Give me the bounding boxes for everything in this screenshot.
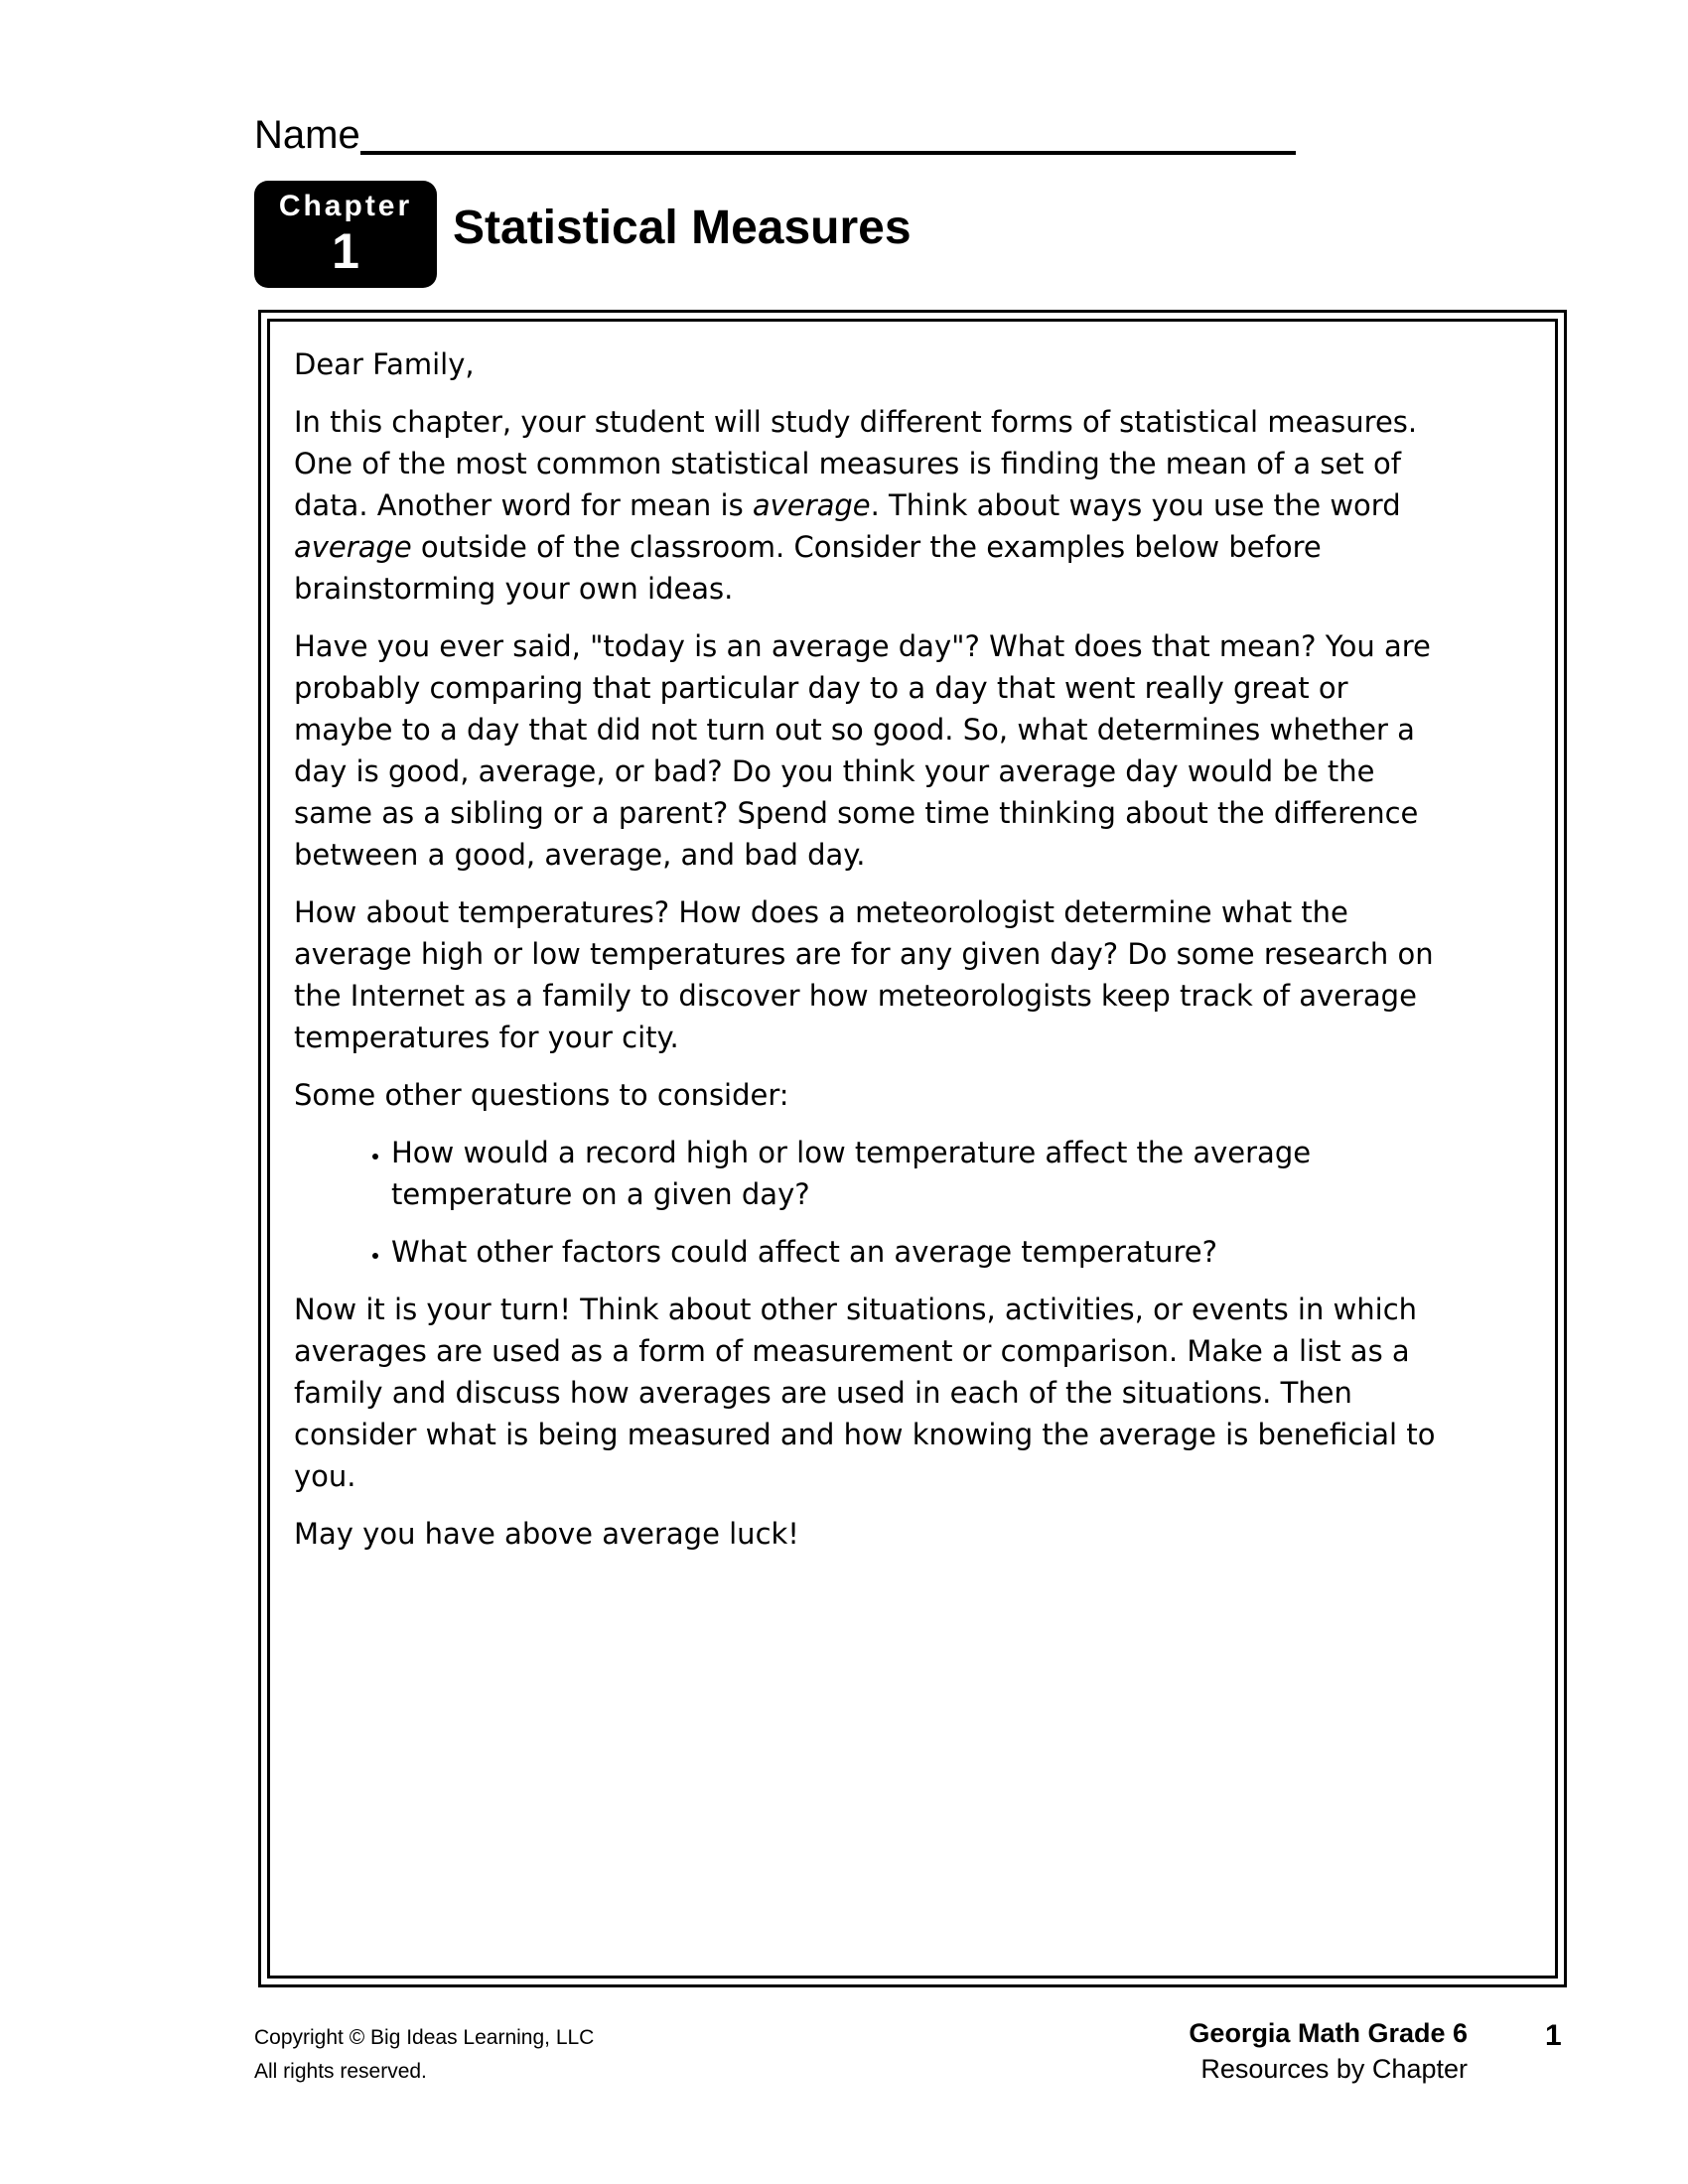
name-field: [254, 111, 1296, 159]
letter-greeting: Dear Family,: [294, 347, 475, 381]
letter-closing: May you have above average luck!: [294, 1517, 799, 1551]
book-info: [1189, 2015, 1468, 2087]
name-label: Name: [254, 113, 360, 157]
letter-paragraph-5: Now it is your turn! Think about other situations, activities, or events in which averages are used as a form of measurement or comparison. Make a list as a family and discuss how averages are used in each of the situations. Then consider what is being measured and how knowing the average is beneficial to you.: [294, 1293, 1436, 1493]
name-blank-line: [360, 151, 1296, 155]
book-subtitle: Resources by Chapter: [1200, 2054, 1468, 2084]
chapter-word: Chapter: [278, 190, 413, 222]
family-letter: [294, 343, 1456, 1570]
letter-paragraph-1: In this chapter, your student will study different forms of statistical measures. One of the most common statistical measures is finding the mean of a set of data. Another word for mean is average. Think about ways you use the word average outside of the classroom. Consider the examples below before brainstorming your own ideas.: [294, 405, 1418, 606]
questions-list: [294, 1132, 1456, 1273]
letter-paragraph-2: Have you ever said, "today is an average day"? What does that mean? You are probably comparing that particular day to a day that went really great or maybe to a day that did not turn out so good. So, what determines whether a day is good, average, or bad? Do you think your average day would be the same as a sibling or a parent? Spend some time thinking about the difference between a good, average, and bad day.: [294, 629, 1431, 872]
emphasis-average: average: [294, 530, 412, 564]
page-title: Statistical Measures: [453, 202, 912, 254]
chapter-badge: [254, 181, 437, 288]
emphasis-average: average: [752, 488, 871, 522]
letter-paragraph-4: Some other questions to consider:: [294, 1078, 789, 1112]
rights-text: All rights reserved.: [254, 2060, 427, 2083]
letter-frame-inner: [267, 319, 1558, 1979]
book-title: Georgia Math Grade 6: [1189, 2018, 1468, 2048]
copyright-text: Copyright © Big Ideas Learning, LLC: [254, 2026, 595, 2049]
letter-frame: [258, 310, 1567, 1987]
letter-paragraph-3: How about temperatures? How does a meteorologist determine what the average high or low temperatures are for any given day? Do some research on the Internet as a family to discover how meteorologists keep track of average temperatures for your city.: [294, 895, 1434, 1054]
copyright-block: [254, 2021, 594, 2089]
page-number: 1: [1545, 2019, 1562, 2052]
list-item: • What other factors could affect an average temperature?: [391, 1231, 1456, 1273]
chapter-number: 1: [332, 223, 359, 279]
list-item: • How would a record high or low temperature affect the average temperature on a given day?: [391, 1132, 1456, 1215]
